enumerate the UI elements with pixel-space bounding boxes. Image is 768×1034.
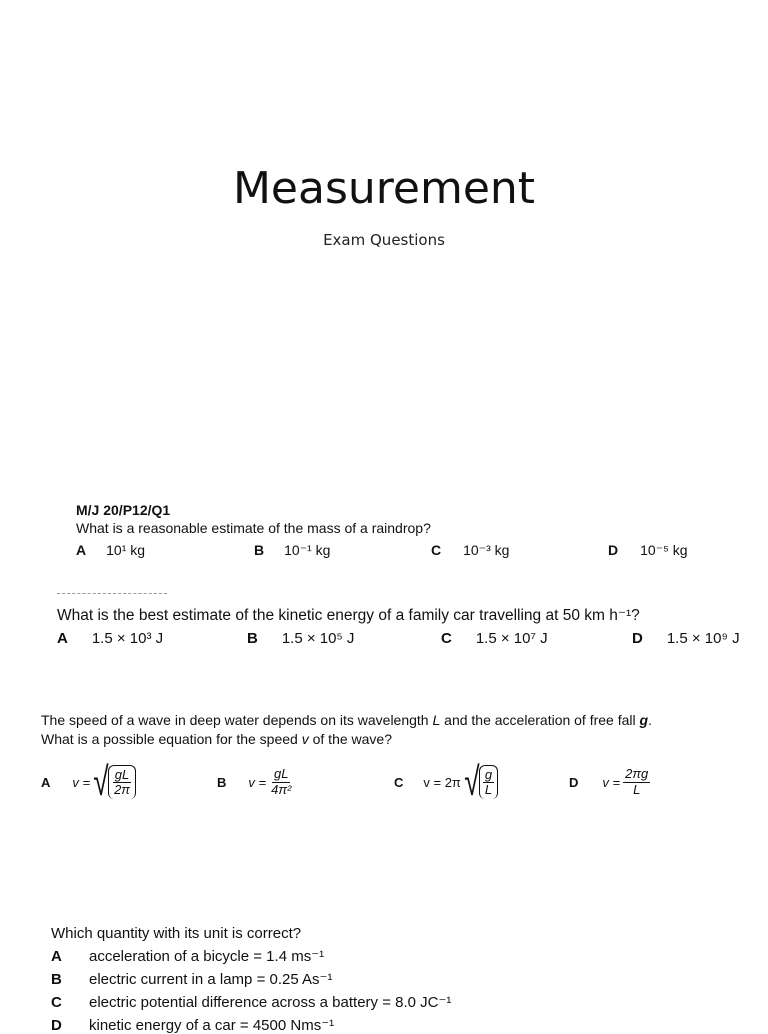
question-3-option-c: C v = 2π √ $\frac{g}{L}$ (394, 756, 498, 808)
question-1-option-b: B 10⁻¹ kg (254, 542, 331, 558)
question-4-option-a: A acceleration of a bicycle = 1.4 ms⁻¹ (51, 948, 325, 965)
sqrt-symbol: √ $\frac{g}{L}$ (461, 762, 498, 802)
cropped-header-remnant (57, 593, 167, 597)
question-4-option-d: D kinetic energy of a car = 4500 Nms⁻¹ (51, 1017, 335, 1034)
question-3-line-1: The speed of a wave in deep water depends on its wavelength L and the acceleration of free fall g. (41, 712, 652, 728)
question-4-text: Which quantity with its unit is correct? (51, 925, 302, 942)
question-3-option-a: A v = √ $\frac{gL}{2\pi}$ (41, 756, 136, 808)
question-2-text: What is the best estimate of the kinetic energy of a family car travelling at 50 km h⁻¹? (57, 607, 640, 624)
question-2-option-c: C 1.5 × 10⁷ J (441, 630, 548, 647)
question-4-option-c: C electric potential difference across a battery = 8.0 JC⁻¹ (51, 994, 452, 1011)
question-2-option-d: D 1.5 × 10⁹ J (632, 630, 740, 647)
question-2-option-a: A 1.5 × 10³ J (57, 630, 164, 647)
question-2-option-b: B 1.5 × 10⁵ J (247, 630, 355, 647)
question-4-option-b: B electric current in a lamp = 0.25 As⁻¹ (51, 971, 333, 988)
question-1-option-a: A 10¹ kg (76, 542, 146, 558)
question-3-option-b: B v = $\frac{gL}{\text{4π²}}$ (217, 766, 292, 797)
question-3-line-2: What is a possible equation for the speed v of the wave? (41, 731, 392, 747)
question-1-text: What is a reasonable estimate of the mass of a raindrop? (76, 520, 431, 536)
page-title: Measurement (232, 163, 536, 214)
question-1-option-c: C 10⁻³ kg (431, 542, 510, 558)
question-1-code: M/J 20/P12/Q1 (76, 502, 171, 518)
question-3-option-d: D v = $\frac{2\pi g}{L}$ (569, 766, 649, 797)
sqrt-symbol: √ $\frac{gL}{2\pi}$ (90, 762, 136, 802)
page-subtitle: Exam Questions (323, 231, 445, 249)
question-1-option-d: D 10⁻⁵ kg (608, 542, 688, 558)
